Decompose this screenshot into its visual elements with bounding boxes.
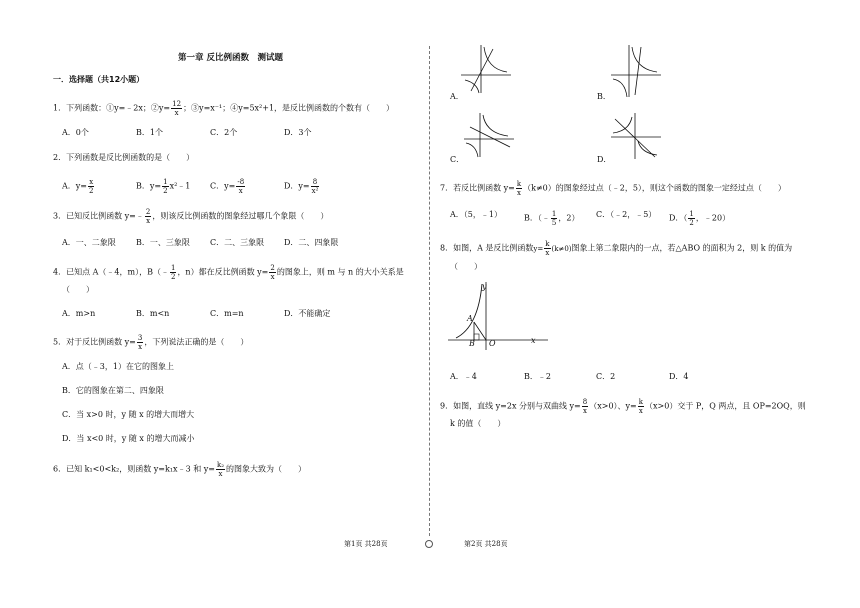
q1-option-c: C．2个: [210, 128, 238, 137]
q8-axis-y-label: y: [482, 282, 487, 291]
fraction: $\frac{12}{x}$: [172, 100, 182, 117]
question-2: 2．下列函数是反比例函数的是（ ）: [53, 153, 195, 162]
q6-graph-d: [611, 113, 661, 159]
q5-option-a: A．点（﹣3，1）在它的图象上: [62, 362, 174, 371]
q8-answer-paren: （ ）: [450, 262, 482, 271]
q6-graph-a: [461, 45, 511, 93]
q1-option-d: D．3个: [284, 128, 312, 137]
q3-option-b: B．一、三象限: [136, 238, 190, 247]
q4-option-b: B．m<n: [136, 309, 170, 318]
q8-option-c: C．2: [596, 372, 616, 381]
section-heading: 一．选择题（共12小题）: [53, 75, 145, 84]
question-6: 6．已知 k₁<0<k₂，则函数 y=k₁x﹣3 和 y= $\frac{\text{k₂}}{x}$ 的图象大致为（ ）: [53, 461, 307, 478]
q7-option-c: C．（﹣2，﹣5）: [596, 210, 657, 219]
q5-option-c: C．当 x>0 时，y 随 x 的增大而增大: [62, 410, 195, 419]
q2-option-b: B．y= $\frac{1}{2}$ x²﹣1: [136, 178, 191, 195]
q4-answer-paren: （ ）: [62, 285, 94, 294]
q8-option-a: A．﹣4: [450, 372, 477, 381]
q8-option-d: D．4: [669, 372, 689, 381]
q8-origin-label: O: [489, 339, 496, 348]
q2-option-a: A．y= $\frac{x}{2}$: [62, 178, 94, 195]
question-1: 1．下列函数：①y=﹣2x；②y= $\frac{12}{x}$ ；③y=x⁻¹；④y=5x²+1，是反比例函数的个数有（ ）: [53, 100, 395, 117]
question-3: 3．已知反比例函数 y=﹣ $\frac{2}{x}$ ，则该反比例函数的图象经过哪几个象限（ ）: [53, 208, 329, 225]
question-8: 8．如图，A 是反比例函数y= $\frac{k}{x}$ (k≠0)图象上第二象限内的一点，若△ABO 的面积为 2，则 k 的值为: [440, 240, 793, 257]
question-7: 7．若反比例函数 y= $\frac{k}{x}$ （k≠0）的图象经过点（﹣2，5），则这个函数的图象一定经过点（ ）: [440, 180, 786, 197]
q6-graph-b: [611, 45, 661, 97]
page-footer-right: 第2页 共28页: [464, 540, 508, 548]
q1-option-b: B．1个: [136, 128, 163, 137]
question-9: 9．如图，直线 y=2x 分别与双曲线 y= $\frac{8}{x}$ （x>0）、y= $\frac{k}{x}$ （x>0）交于 P，Q 两点，且 OP=2OQ，则: [440, 398, 806, 415]
question-5: 5．对于反比例函数 y= $\frac{3}{x}$ ，下列说法正确的是（ ）: [53, 334, 249, 351]
q4-option-c: C．m=n: [210, 309, 244, 318]
q8-axis-x-label: x: [531, 336, 536, 345]
question-4: 4．已知点 A（﹣4，m），B（﹣ $\frac{1}{2}$ ，n）都在反比例函数 y= $\frac{2}{x}$ 的图象上，则 m 与 n 的大小关系是: [53, 264, 404, 281]
q8-point-b-label: B: [469, 339, 475, 348]
q8-expression: y= $\frac{k}{x}$ (k≠0): [533, 240, 572, 257]
page-divider: [429, 46, 430, 536]
right-page: [431, 0, 860, 608]
q6-label-d: D．: [597, 155, 612, 164]
page-title: 第一章 反比例函数 测试题: [178, 53, 283, 63]
q3-option-a: A．一、二象限: [62, 238, 116, 247]
q7-option-a: A．（5，﹣1）: [450, 210, 502, 219]
q5-option-b: B．它的图象在第二、四象限: [62, 386, 164, 395]
q4-option-a: A．m>n: [62, 309, 96, 318]
q7-option-d: D．（ $\frac{1}{2}$ ，﹣20）: [669, 210, 731, 227]
q6-label-a: A．: [450, 92, 464, 101]
q8-option-b: B．﹣2: [524, 372, 551, 381]
q1-option-a: A．0个: [62, 128, 89, 137]
q8-point-a-label: A: [467, 314, 473, 323]
q3-option-c: C．二、三象限: [210, 238, 265, 247]
q6-label-b: B．: [597, 92, 611, 101]
q4-option-d: D．不能确定: [284, 309, 331, 318]
q6-label-c: C．: [450, 155, 465, 164]
q6-graph-c: [464, 113, 514, 157]
q7-option-b: B．（﹣ $\frac{1}{5}$ ，2）: [524, 210, 580, 227]
page-footer-left: 第1页 共28页: [344, 540, 388, 548]
q2-option-c: C．y= $\frac{-8}{x}$: [210, 178, 245, 195]
q3-option-d: D．二、四象限: [284, 238, 339, 247]
q5-option-d: D．当 x<0 时，y 随 x 的增大而减小: [62, 434, 195, 443]
q9-second-line: k 的值（ ）: [450, 419, 506, 428]
q2-option-d: D．y= $\frac{8}{\text{x²}}$: [284, 178, 319, 195]
